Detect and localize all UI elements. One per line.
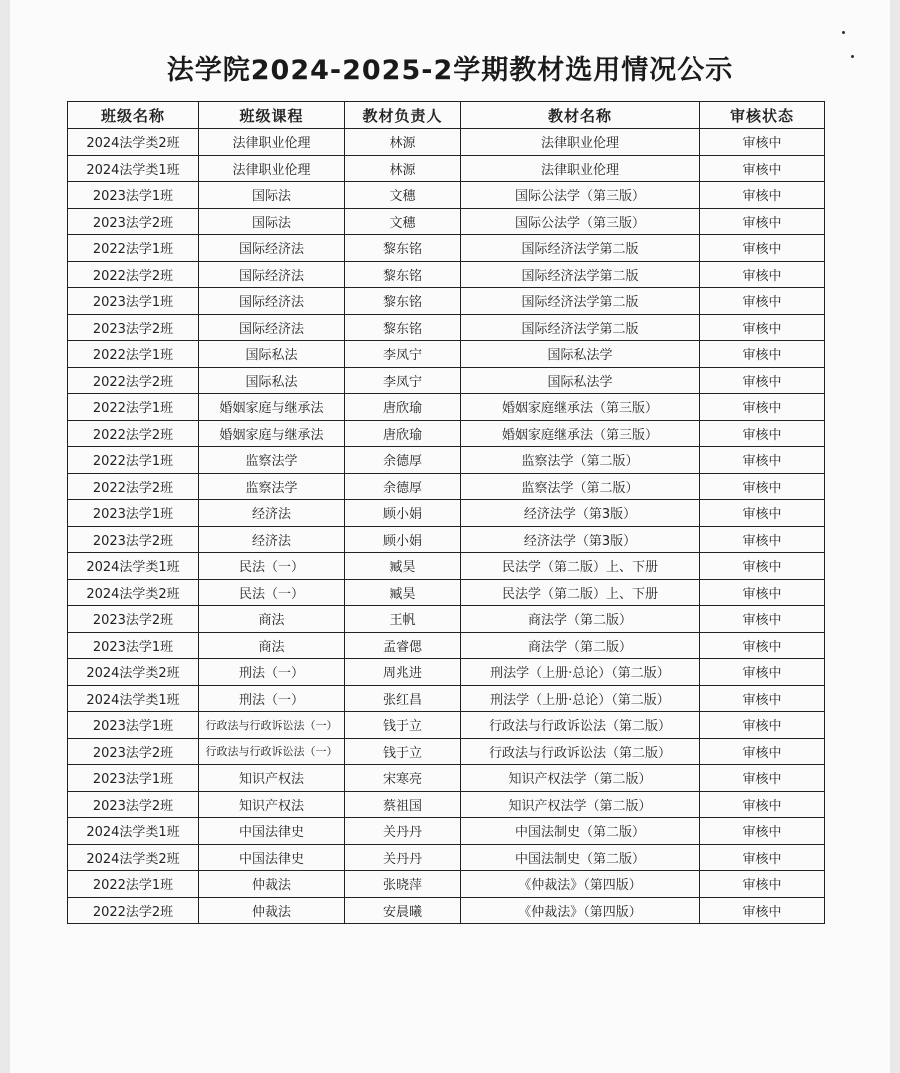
owner-cell: 林源	[345, 155, 461, 182]
class-name-cell: 2022法学2班	[68, 420, 199, 447]
class-name-cell: 2022法学2班	[68, 897, 199, 924]
status-cell: 审核中	[700, 314, 825, 341]
owner-cell: 周兆进	[345, 659, 461, 686]
class-name-cell: 2024法学类2班	[68, 844, 199, 871]
textbook-cell: 国际公法学（第三版）	[461, 182, 700, 209]
course-cell: 行政法与行政诉讼法（一）	[199, 712, 345, 739]
course-cell: 监察法学	[199, 447, 345, 474]
course-cell: 仲裁法	[199, 871, 345, 898]
owner-cell: 黎东铭	[345, 288, 461, 315]
status-cell: 审核中	[700, 632, 825, 659]
document-title: 法学院2024-2025-2学期教材选用情况公示	[166, 55, 734, 86]
table-row	[68, 818, 825, 845]
course-cell: 国际私法	[199, 341, 345, 368]
course-cell: 刑法（一）	[199, 659, 345, 686]
textbook-cell: 商法学（第二版）	[461, 632, 700, 659]
table-row	[68, 897, 825, 924]
textbook-cell: 民法学（第二版）上、下册	[461, 579, 700, 606]
table-row	[68, 235, 825, 262]
course-cell: 中国法律史	[199, 818, 345, 845]
course-cell: 刑法（一）	[199, 685, 345, 712]
class-name-cell: 2024法学类1班	[68, 155, 199, 182]
textbook-cell: 行政法与行政诉讼法（第二版）	[461, 738, 700, 765]
status-cell: 审核中	[700, 341, 825, 368]
status-cell: 审核中	[700, 553, 825, 580]
textbook-cell: 刑法学（上册·总论）（第二版）	[461, 659, 700, 686]
status-cell: 审核中	[700, 473, 825, 500]
course-cell: 知识产权法	[199, 791, 345, 818]
header-course: 班级课程	[199, 102, 345, 129]
status-cell: 审核中	[700, 897, 825, 924]
table-row	[68, 844, 825, 871]
status-cell: 审核中	[700, 367, 825, 394]
class-name-cell: 2024法学类2班	[68, 129, 199, 156]
owner-cell: 余德厚	[345, 473, 461, 500]
owner-cell: 宋寒亮	[345, 765, 461, 792]
table-row	[68, 182, 825, 209]
status-cell: 审核中	[700, 606, 825, 633]
owner-cell: 钱于立	[345, 712, 461, 739]
textbook-cell: 监察法学（第二版）	[461, 447, 700, 474]
status-cell: 审核中	[700, 500, 825, 527]
owner-cell: 安晨曦	[345, 897, 461, 924]
class-name-cell: 2022法学1班	[68, 341, 199, 368]
textbook-cell: 国际私法学	[461, 341, 700, 368]
status-cell: 审核中	[700, 129, 825, 156]
status-cell: 审核中	[700, 765, 825, 792]
table-row	[68, 579, 825, 606]
course-cell: 法律职业伦理	[199, 155, 345, 182]
owner-cell: 黎东铭	[345, 261, 461, 288]
status-cell: 审核中	[700, 579, 825, 606]
owner-cell: 关丹丹	[345, 818, 461, 845]
status-cell: 审核中	[700, 526, 825, 553]
class-name-cell: 2023法学1班	[68, 182, 199, 209]
course-cell: 民法（一）	[199, 579, 345, 606]
table-row	[68, 129, 825, 156]
class-name-cell: 2023法学1班	[68, 500, 199, 527]
table-row	[68, 208, 825, 235]
table-body	[68, 129, 825, 924]
class-name-cell: 2023法学1班	[68, 712, 199, 739]
textbook-cell: 国际公法学（第三版）	[461, 208, 700, 235]
textbook-cell: 刑法学（上册·总论）（第二版）	[461, 685, 700, 712]
class-name-cell: 2023法学2班	[68, 738, 199, 765]
class-name-cell: 2023法学2班	[68, 526, 199, 553]
table-row	[68, 288, 825, 315]
table-row	[68, 606, 825, 633]
class-name-cell: 2022法学2班	[68, 261, 199, 288]
owner-cell: 文穗	[345, 208, 461, 235]
status-cell: 审核中	[700, 659, 825, 686]
owner-cell: 臧昊	[345, 579, 461, 606]
status-cell: 审核中	[700, 420, 825, 447]
table-row	[68, 765, 825, 792]
textbook-cell: 婚姻家庭继承法（第三版）	[461, 394, 700, 421]
scan-speck	[842, 31, 845, 34]
status-cell: 审核中	[700, 818, 825, 845]
table-header-row	[68, 102, 825, 129]
class-name-cell: 2024法学类1班	[68, 553, 199, 580]
table-row	[68, 341, 825, 368]
course-cell: 经济法	[199, 500, 345, 527]
owner-cell: 唐欣瑜	[345, 394, 461, 421]
textbook-cell: 国际经济法学第二版	[461, 261, 700, 288]
status-cell: 审核中	[700, 182, 825, 209]
class-name-cell: 2022法学1班	[68, 394, 199, 421]
course-cell: 国际法	[199, 208, 345, 235]
status-cell: 审核中	[700, 208, 825, 235]
table-row	[68, 500, 825, 527]
textbook-cell: 国际经济法学第二版	[461, 314, 700, 341]
course-cell: 行政法与行政诉讼法（一）	[199, 738, 345, 765]
class-name-cell: 2023法学2班	[68, 791, 199, 818]
owner-cell: 关丹丹	[345, 844, 461, 871]
class-name-cell: 2024法学类2班	[68, 579, 199, 606]
textbook-cell: 经济法学（第3版）	[461, 526, 700, 553]
owner-cell: 钱于立	[345, 738, 461, 765]
course-cell: 商法	[199, 606, 345, 633]
class-name-cell: 2023法学1班	[68, 765, 199, 792]
course-cell: 商法	[199, 632, 345, 659]
course-cell: 国际私法	[199, 367, 345, 394]
owner-cell: 张晓萍	[345, 871, 461, 898]
textbook-cell: 国际经济法学第二版	[461, 235, 700, 262]
course-cell: 国际经济法	[199, 235, 345, 262]
owner-cell: 黎东铭	[345, 314, 461, 341]
course-cell: 国际经济法	[199, 314, 345, 341]
owner-cell: 张红昌	[345, 685, 461, 712]
table-row	[68, 367, 825, 394]
course-cell: 监察法学	[199, 473, 345, 500]
table-row	[68, 447, 825, 474]
course-cell: 国际经济法	[199, 261, 345, 288]
owner-cell: 黎东铭	[345, 235, 461, 262]
owner-cell: 林源	[345, 129, 461, 156]
class-name-cell: 2023法学1班	[68, 632, 199, 659]
table-row	[68, 738, 825, 765]
table-row	[68, 791, 825, 818]
table-row	[68, 685, 825, 712]
status-cell: 审核中	[700, 844, 825, 871]
textbook-cell: 《仲裁法》（第四版）	[461, 871, 700, 898]
textbook-cell: 经济法学（第3版）	[461, 500, 700, 527]
class-name-cell: 2023法学2班	[68, 314, 199, 341]
course-cell: 中国法律史	[199, 844, 345, 871]
status-cell: 审核中	[700, 685, 825, 712]
course-cell: 民法（一）	[199, 553, 345, 580]
textbook-cell: 中国法制史（第二版）	[461, 844, 700, 871]
header-textbook-name: 教材名称	[461, 102, 700, 129]
course-cell: 经济法	[199, 526, 345, 553]
class-name-cell: 2024法学类1班	[68, 685, 199, 712]
course-cell: 知识产权法	[199, 765, 345, 792]
header-review-status: 审核状态	[700, 102, 825, 129]
table-row	[68, 659, 825, 686]
owner-cell: 孟睿偲	[345, 632, 461, 659]
textbook-cell: 国际经济法学第二版	[461, 288, 700, 315]
owner-cell: 唐欣瑜	[345, 420, 461, 447]
table-row	[68, 314, 825, 341]
class-name-cell: 2023法学1班	[68, 288, 199, 315]
textbook-cell: 监察法学（第二版）	[461, 473, 700, 500]
textbook-cell: 婚姻家庭继承法（第三版）	[461, 420, 700, 447]
status-cell: 审核中	[700, 288, 825, 315]
course-cell: 婚姻家庭与继承法	[199, 394, 345, 421]
owner-cell: 余德厚	[345, 447, 461, 474]
class-name-cell: 2023法学2班	[68, 208, 199, 235]
textbook-cell: 行政法与行政诉讼法（第二版）	[461, 712, 700, 739]
class-name-cell: 2024法学类2班	[68, 659, 199, 686]
status-cell: 审核中	[700, 447, 825, 474]
course-cell: 婚姻家庭与继承法	[199, 420, 345, 447]
table-row	[68, 155, 825, 182]
owner-cell: 文穗	[345, 182, 461, 209]
status-cell: 审核中	[700, 235, 825, 262]
textbook-cell: 商法学（第二版）	[461, 606, 700, 633]
header-class-name: 班级名称	[68, 102, 199, 129]
owner-cell: 顾小娟	[345, 500, 461, 527]
table-row	[68, 420, 825, 447]
owner-cell: 李凤宁	[345, 341, 461, 368]
table-row	[68, 473, 825, 500]
course-cell: 国际经济法	[199, 288, 345, 315]
class-name-cell: 2022法学1班	[68, 871, 199, 898]
owner-cell: 蔡祖国	[345, 791, 461, 818]
class-name-cell: 2023法学2班	[68, 606, 199, 633]
table-row	[68, 526, 825, 553]
course-cell: 仲裁法	[199, 897, 345, 924]
table-row	[68, 553, 825, 580]
class-name-cell: 2022法学2班	[68, 473, 199, 500]
table-row	[68, 712, 825, 739]
status-cell: 审核中	[700, 261, 825, 288]
textbook-cell: 中国法制史（第二版）	[461, 818, 700, 845]
status-cell: 审核中	[700, 712, 825, 739]
owner-cell: 李凤宁	[345, 367, 461, 394]
textbook-table	[67, 101, 825, 924]
class-name-cell: 2022法学1班	[68, 447, 199, 474]
textbook-cell: 法律职业伦理	[461, 155, 700, 182]
course-cell: 国际法	[199, 182, 345, 209]
table-row	[68, 632, 825, 659]
owner-cell: 臧昊	[345, 553, 461, 580]
table-row	[68, 394, 825, 421]
course-cell: 法律职业伦理	[199, 129, 345, 156]
status-cell: 审核中	[700, 394, 825, 421]
textbook-cell: 知识产权法学（第二版）	[461, 765, 700, 792]
textbook-cell: 知识产权法学（第二版）	[461, 791, 700, 818]
table-row	[68, 871, 825, 898]
table-row	[68, 261, 825, 288]
class-name-cell: 2024法学类1班	[68, 818, 199, 845]
status-cell: 审核中	[700, 738, 825, 765]
owner-cell: 王帆	[345, 606, 461, 633]
status-cell: 审核中	[700, 871, 825, 898]
status-cell: 审核中	[700, 155, 825, 182]
textbook-cell: 民法学（第二版）上、下册	[461, 553, 700, 580]
textbook-cell: 国际私法学	[461, 367, 700, 394]
textbook-cell: 《仲裁法》（第四版）	[461, 897, 700, 924]
textbook-cell: 法律职业伦理	[461, 129, 700, 156]
owner-cell: 顾小娟	[345, 526, 461, 553]
header-textbook-owner: 教材负责人	[345, 102, 461, 129]
class-name-cell: 2022法学1班	[68, 235, 199, 262]
class-name-cell: 2022法学2班	[68, 367, 199, 394]
status-cell: 审核中	[700, 791, 825, 818]
